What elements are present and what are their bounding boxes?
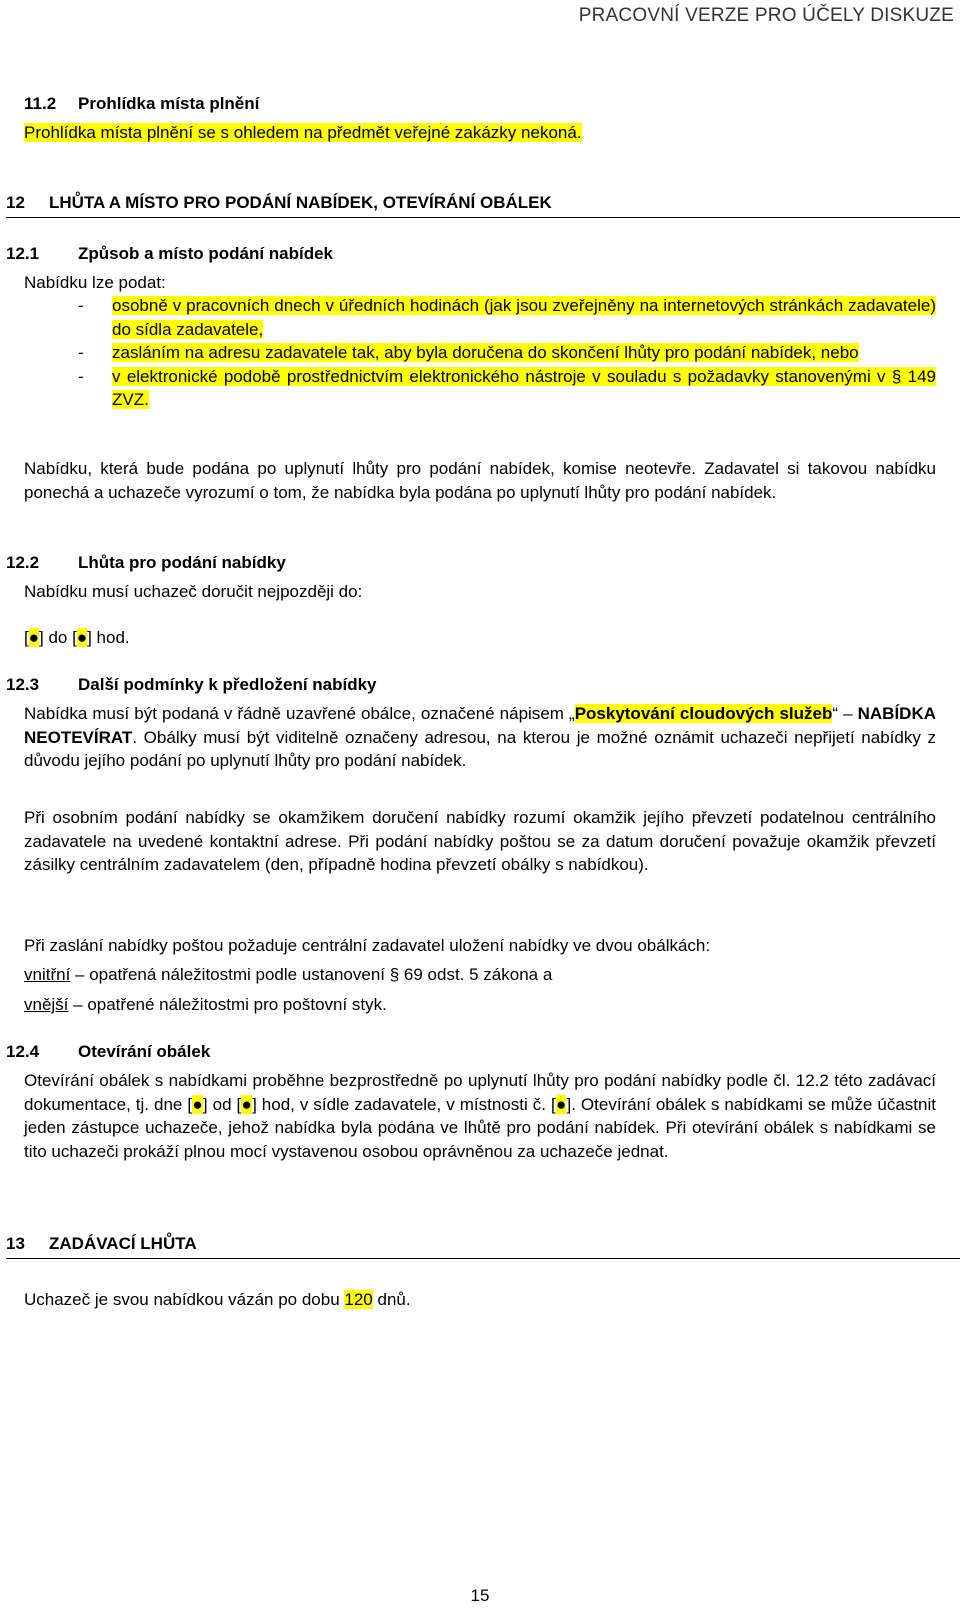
list-item-text: v elektronické podobě prostřednictvím elektronického nástroje v souladu s požadavky stanovenými v § 149 ZVZ. xyxy=(112,366,936,409)
heading-12-2-title: Lhůta pro podání nabídky xyxy=(78,553,286,572)
opening-text-d: ]. Otevírání obálek s nabídkami se může účastnit jeden zástupce uchazeče, jehož nabídka byla podána ve lhůtě pro podání nabídek. Při otevírání obálek s nabídkami se tito uchazeči prokáží plnou mocí vystavenou osobou oprávněnou za uchazeče jednat. xyxy=(24,1094,936,1161)
deadline-bracket: ] do [ xyxy=(39,628,77,647)
validity-paragraph xyxy=(24,1288,936,1312)
inner-envelope-text: – opatřená náležitostmi podle ustanovení § 69 odst. 5 zákona a xyxy=(70,965,553,984)
heading-11-2-number: 11.2 xyxy=(24,94,57,113)
heading-11-2 xyxy=(24,92,936,116)
deadline-bracket: ] hod. xyxy=(87,628,130,647)
heading-12-4-title: Otevírání obálek xyxy=(78,1042,211,1061)
validity-days: 120 xyxy=(344,1290,373,1309)
marking-mid: “ – xyxy=(832,704,858,723)
submission-intro: Nabídku lze podat: xyxy=(24,273,166,292)
heading-12-3 xyxy=(6,673,936,697)
outer-envelope-text: – opatřené náležitostmi pro poštovní styk. xyxy=(68,995,387,1014)
heading-12-3-title: Další podmínky k předložení nabídky xyxy=(78,675,377,694)
date-placeholder: ● xyxy=(28,628,40,647)
heading-12-title: LHŮTA A MÍSTO PRO PODÁNÍ NABÍDEK, OTEVÍRÁNÍ OBÁLEK xyxy=(49,193,552,212)
heading-12 xyxy=(6,191,960,218)
heading-12-1-number: 12.1 xyxy=(6,244,40,263)
list-item xyxy=(24,341,936,365)
inner-envelope-term: vnitřní xyxy=(24,965,71,984)
list-item xyxy=(24,294,936,341)
opening-text-b: ] od [ xyxy=(202,1094,242,1114)
heading-12-4-number: 12.4 xyxy=(6,1042,40,1061)
opening-text-c: ] hod, v sídle zadavatele, v místnosti č. [ xyxy=(252,1094,556,1114)
list-dash: - xyxy=(78,366,84,386)
marking-lead: Nabídka musí být podaná v řádně uzavřené obálce, označené nápisem „ xyxy=(24,704,575,723)
deadline-value xyxy=(24,626,936,650)
outer-envelope-term: vnější xyxy=(24,995,69,1014)
heading-13-number: 13 xyxy=(6,1234,25,1253)
list-dash: - xyxy=(78,296,84,315)
outer-envelope-line xyxy=(24,993,936,1017)
opening-date-placeholder: ● xyxy=(192,1094,203,1114)
deadline-bracket: [ xyxy=(24,628,29,647)
heading-12-4 xyxy=(6,1040,936,1064)
validity-pre: Uchazeč je svou nabídkou vázán po dobu xyxy=(24,1290,345,1309)
heading-12-1-title: Způsob a místo podání nabídek xyxy=(78,244,334,263)
page-number: 15 xyxy=(470,1586,490,1605)
heading-12-2 xyxy=(6,551,936,575)
heading-12-1 xyxy=(6,242,936,266)
heading-12-number: 12 xyxy=(6,193,25,212)
opening-paragraph xyxy=(24,1069,936,1163)
marking-notice: NABÍDKA NEOTEVÍRAT xyxy=(24,704,937,747)
heading-12-2-number: 12.2 xyxy=(6,553,40,572)
heading-13 xyxy=(6,1232,960,1259)
list-item-text: osobně v pracovních dnech v úředních hodinách (jak jsou zveřejněny na internetových stránkách zadavatele) do sídla zadavatele, xyxy=(112,296,936,339)
list-dash: - xyxy=(78,343,84,362)
submission-methods-list xyxy=(24,294,936,412)
time-placeholder: ● xyxy=(76,628,88,647)
deadline-intro: Nabídku musí uchazeč doručit nejpozději do: xyxy=(24,582,363,601)
heading-13-title: ZADÁVACÍ LHŮTA xyxy=(49,1234,197,1253)
site-visit-text: Prohlídka místa plnění se s ohledem na předmět veřejné zakázky nekoná. xyxy=(24,123,582,142)
late-offer-paragraph: Nabídku, která bude podána po uplynutí lhůty pro podání nabídek, komise neotevře. Zadavatel si takovou nabídku ponechá a uchazeče vyrozumí o tom, že nabídka byla podána po uplynutí lhůty pro podání nabídek. xyxy=(24,459,936,502)
envelope-marking-paragraph xyxy=(24,702,936,773)
marking-rest: . Obálky musí být viditelně označeny adresou, na kterou je možné oznámit uchazeči nepřijetí nabídky z důvodu jejího podání po uplynutí lhůty pro podání nabídek. xyxy=(24,727,936,770)
postal-delivery-paragraph: Při zaslání nabídky poštou požaduje centrální zadavatel uložení nabídky ve dvou obálkách: xyxy=(24,936,711,955)
inner-envelope-line xyxy=(24,963,936,987)
opening-time-placeholder: ● xyxy=(241,1094,253,1114)
list-item-text: zasláním na adresu zadavatele tak, aby byla doručena do skončení lhůty pro podání nabídek, nebo xyxy=(112,343,859,362)
running-header: PRACOVNÍ VERZE PRO ÚČELY DISKUZE xyxy=(578,5,954,26)
paragraph-11-2 xyxy=(24,121,936,145)
heading-11-2-title: Prohlídka místa plnění xyxy=(78,94,260,113)
marking-title: Poskytování cloudových služeb xyxy=(574,704,833,723)
validity-post: dnů. xyxy=(372,1290,411,1309)
opening-text-a: Otevírání obálek s nabídkami proběhne bezprostředně po uplynutí lhůty pro podání nabídky podle čl. 12.2 této zadávací dokumentace, tj. dne [ xyxy=(24,1071,936,1114)
opening-room-placeholder: ● xyxy=(555,1094,567,1114)
personal-delivery-paragraph: Při osobním podání nabídky se okamžikem doručení nabídky rozumí okamžik jejího převzetí podatelnou centrálního zadavatele na uvedené kontaktní adrese. Při podání nabídky poštou se za datum doručení považuje okamžik převzetí zásilky centrálním zadavatelem (den, případně hodina převzetí obálky s nabídkou). xyxy=(24,808,936,874)
heading-12-3-number: 12.3 xyxy=(6,675,40,694)
list-item xyxy=(24,365,936,412)
